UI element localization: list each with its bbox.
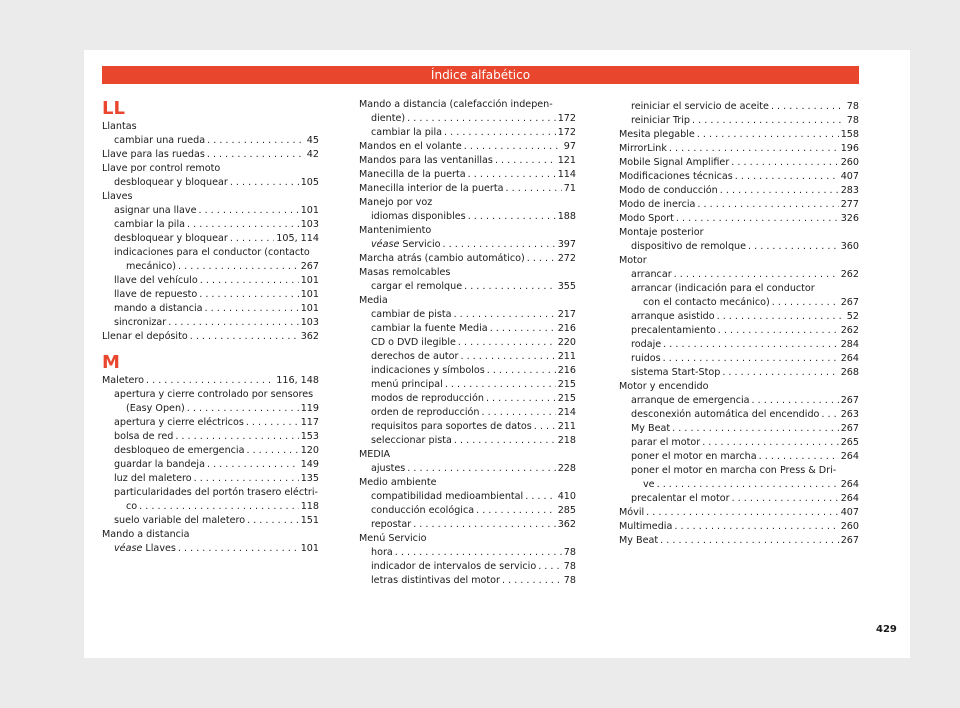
index-entry: My Beat . . . 267 bbox=[619, 422, 859, 436]
section-letter-ll: LL bbox=[102, 98, 125, 119]
index-entry: Móvil . . . 407 bbox=[619, 506, 859, 520]
index-entry: Llantas bbox=[102, 121, 137, 132]
page-header: Índice alfabético bbox=[102, 66, 859, 84]
index-entry: ruidos . . . 264 bbox=[619, 352, 859, 366]
index-entry: bolsa de red . . . 153 bbox=[102, 430, 319, 444]
index-entry: Motor bbox=[619, 255, 647, 266]
index-entry: apertura y cierre eléctricos . . . 117 bbox=[102, 416, 319, 430]
index-entry: apertura y cierre controlado por sensores bbox=[114, 389, 314, 400]
index-entry: arranque asistido . . . 52 bbox=[619, 310, 859, 324]
index-entry: co . . . 118 bbox=[102, 500, 319, 514]
index-entry: precalentar el motor . . . 264 bbox=[619, 492, 859, 506]
index-entry: reiniciar Trip . . . 78 bbox=[619, 114, 859, 128]
index-entry: suelo variable del maletero . . . 151 bbox=[102, 514, 319, 528]
index-entry: Mando a distancia (calefacción indepen- bbox=[359, 99, 553, 110]
index-entry: Medio ambiente bbox=[359, 477, 437, 488]
index-entry: requisitos para soportes de datos . . . 211 bbox=[359, 420, 576, 434]
index-entry: indicaciones y símbolos . . . 216 bbox=[359, 364, 576, 378]
index-entry: Menú Servicio bbox=[359, 533, 427, 544]
index-entry: diente) . . . 172 bbox=[359, 112, 576, 126]
index-entry: MEDIA bbox=[359, 449, 391, 460]
index-entry: ve . . . 264 bbox=[619, 478, 859, 492]
index-column-3 bbox=[619, 100, 859, 548]
index-entry: cambiar la pila . . . 103 bbox=[102, 218, 319, 232]
index-entry: indicaciones para el conductor (contacto bbox=[114, 247, 310, 258]
index-entry: (Easy Open) . . . 119 bbox=[102, 402, 319, 416]
index-entry: cambiar la pila . . . 172 bbox=[359, 126, 576, 140]
index-entry: Llaves bbox=[102, 191, 133, 202]
index-entry: My Beat . . . 267 bbox=[619, 534, 859, 548]
index-entry: cambiar una rueda . . . 45 bbox=[102, 134, 319, 148]
index-entry: llave de repuesto . . . 101 bbox=[102, 288, 319, 302]
index-entry: letras distintivas del motor . . . 78 bbox=[359, 574, 576, 588]
index-entry: mecánico) . . . 267 bbox=[102, 260, 319, 274]
index-entry: Modo de conducción . . . 283 bbox=[619, 184, 859, 198]
index-entry: Modo Sport . . . 326 bbox=[619, 212, 859, 226]
index-entry: Modificaciones técnicas . . . 407 bbox=[619, 170, 859, 184]
page-number: 429 bbox=[876, 624, 897, 635]
index-entry: Mobile Signal Amplifier . . . 260 bbox=[619, 156, 859, 170]
index-entry: guardar la bandeja . . . 149 bbox=[102, 458, 319, 472]
index-entry: Manejo por voz bbox=[359, 197, 433, 208]
index-entry: derechos de autor . . . 211 bbox=[359, 350, 576, 364]
index-entry: rodaje . . . 284 bbox=[619, 338, 859, 352]
index-entry: dispositivo de remolque . . . 360 bbox=[619, 240, 859, 254]
index-entry: arranque de emergencia . . . 267 bbox=[619, 394, 859, 408]
index-entry: cargar el remolque . . . 355 bbox=[359, 280, 576, 294]
index-entry: arrancar (indicación para el conductor bbox=[631, 283, 815, 294]
index-entry: conducción ecológica . . . 285 bbox=[359, 504, 576, 518]
index-entry: Montaje posterior bbox=[619, 227, 704, 238]
index-entry: Maletero . . . 116, 148 bbox=[102, 374, 319, 388]
index-entry: Mando a distancia bbox=[102, 529, 190, 540]
index-entry: indicador de intervalos de servicio . . . 78 bbox=[359, 560, 576, 574]
index-entry: Multimedia . . . 260 bbox=[619, 520, 859, 534]
index-entry: véase Llaves . . . 101 bbox=[102, 542, 319, 556]
index-entry: menú principal . . . 215 bbox=[359, 378, 576, 392]
index-entry: reiniciar el servicio de aceite . . . 78 bbox=[619, 100, 859, 114]
index-entry: parar el motor . . . 265 bbox=[619, 436, 859, 450]
index-entry: Mandos en el volante . . . 97 bbox=[359, 140, 576, 154]
index-entry: Mandos para las ventanillas . . . 121 bbox=[359, 154, 576, 168]
index-entry: Llave para las ruedas . . . 42 bbox=[102, 148, 319, 162]
index-entry: precalentamiento . . . 262 bbox=[619, 324, 859, 338]
index-entry: desbloqueo de emergencia . . . 120 bbox=[102, 444, 319, 458]
index-entry: hora . . . 78 bbox=[359, 546, 576, 560]
index-column-1 bbox=[102, 98, 319, 556]
index-entry: arrancar . . . 262 bbox=[619, 268, 859, 282]
index-entry: Mesita plegable . . . 158 bbox=[619, 128, 859, 142]
index-entry: llave del vehículo . . . 101 bbox=[102, 274, 319, 288]
index-entry: con el contacto mecánico) . . . 267 bbox=[619, 296, 859, 310]
index-entry: véase Servicio . . . 397 bbox=[359, 238, 576, 252]
index-entry: asignar una llave . . . 101 bbox=[102, 204, 319, 218]
index-entry: mando a distancia . . . 101 bbox=[102, 302, 319, 316]
index-entry: seleccionar pista . . . 218 bbox=[359, 434, 576, 448]
index-entry: luz del maletero . . . 135 bbox=[102, 472, 319, 486]
index-entry: Manecilla interior de la puerta . . . 71 bbox=[359, 182, 576, 196]
index-entry: particularidades del portón trasero eléctri- bbox=[114, 487, 318, 498]
index-entry: desconexión automática del encendido . . . 263 bbox=[619, 408, 859, 422]
index-entry: Manecilla de la puerta . . . 114 bbox=[359, 168, 576, 182]
index-entry: Motor y encendido bbox=[619, 381, 709, 392]
index-entry: Llave por control remoto bbox=[102, 163, 221, 174]
index-entry: ajustes . . . 228 bbox=[359, 462, 576, 476]
index-column-2 bbox=[359, 98, 576, 588]
section-letter-m: M bbox=[102, 352, 120, 373]
index-entry: poner el motor en marcha . . . 264 bbox=[619, 450, 859, 464]
index-entry: orden de reproducción . . . 214 bbox=[359, 406, 576, 420]
index-entry: Media bbox=[359, 295, 388, 306]
index-entry: Mantenimiento bbox=[359, 225, 432, 236]
index-entry: poner el motor en marcha con Press & Dri- bbox=[631, 465, 837, 476]
index-entry: sistema Start-Stop . . . 268 bbox=[619, 366, 859, 380]
index-entry: cambiar la fuente Media . . . 216 bbox=[359, 322, 576, 336]
index-entry: desbloquear y bloquear . . . 105 bbox=[102, 176, 319, 190]
index-entry: cambiar de pista . . . 217 bbox=[359, 308, 576, 322]
index-entry: desbloquear y bloquear . . . 105, 114 bbox=[102, 232, 319, 246]
index-entry: repostar . . . 362 bbox=[359, 518, 576, 532]
index-entry: Modo de inercia . . . 277 bbox=[619, 198, 859, 212]
index-entry: compatibilidad medioambiental . . . 410 bbox=[359, 490, 576, 504]
index-entry: modos de reproducción . . . 215 bbox=[359, 392, 576, 406]
index-entry: Masas remolcables bbox=[359, 267, 451, 278]
index-entry: Llenar el depósito . . . 362 bbox=[102, 330, 319, 344]
index-entry: idiomas disponibles . . . 188 bbox=[359, 210, 576, 224]
index-entry: sincronizar . . . 103 bbox=[102, 316, 319, 330]
index-entry: MirrorLink . . . 196 bbox=[619, 142, 859, 156]
index-entry: CD o DVD ilegible . . . 220 bbox=[359, 336, 576, 350]
index-entry: Marcha atrás (cambio automático) . . . 272 bbox=[359, 252, 576, 266]
